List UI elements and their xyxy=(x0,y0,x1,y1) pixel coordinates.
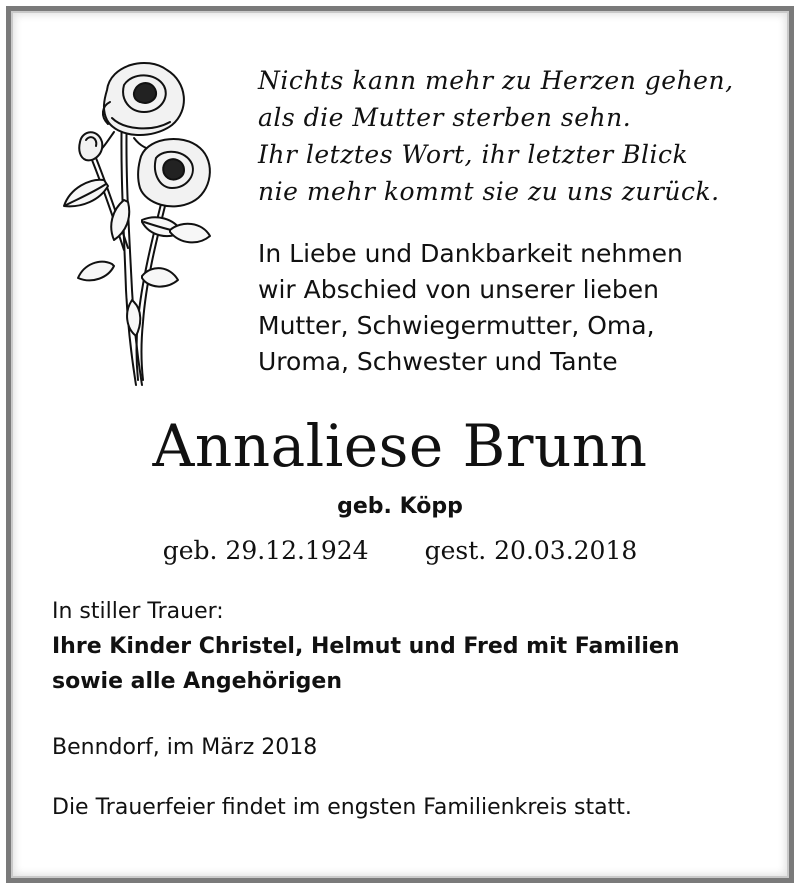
deceased-name: Annaliese Brunn xyxy=(152,412,648,480)
mourners-heading: In stiller Trauer: xyxy=(52,599,224,624)
farewell-line: Mutter, Schwiegermutter, Oma, xyxy=(258,311,655,340)
life-dates xyxy=(0,533,800,569)
maiden-name: geb. Köpp xyxy=(337,494,463,519)
mourners-line: sowie alle Angehörigen xyxy=(52,669,343,694)
poem-line: nie mehr kommt sie zu uns zurück. xyxy=(258,177,720,206)
mourners xyxy=(52,594,782,699)
poem-line: Nichts kann mehr zu Herzen gehen, xyxy=(258,66,734,95)
mourners-line: Ihre Kinder Christel, Helmut und Fred mit Familien xyxy=(52,634,680,659)
place-date: Benndorf, im März 2018 xyxy=(52,735,318,760)
death-date: gest. 20.03.2018 xyxy=(424,536,638,565)
farewell-line: wir Abschied von unserer lieben xyxy=(258,275,660,304)
farewell-line: In Liebe und Dankbarkeit nehmen xyxy=(258,239,683,268)
poem xyxy=(258,62,778,210)
poem-line: als die Mutter sterben sehn. xyxy=(258,103,632,132)
poem-line: Ihr letztes Wort, ihr letzter Blick xyxy=(258,140,689,169)
birth-date: geb. 29.12.1924 xyxy=(162,536,369,565)
funeral-note: Die Trauerfeier findet im engsten Familienkreis statt. xyxy=(52,795,632,820)
rose-icon xyxy=(52,50,222,390)
farewell-line: Uroma, Schwester und Tante xyxy=(258,347,618,376)
farewell-text xyxy=(258,236,778,380)
